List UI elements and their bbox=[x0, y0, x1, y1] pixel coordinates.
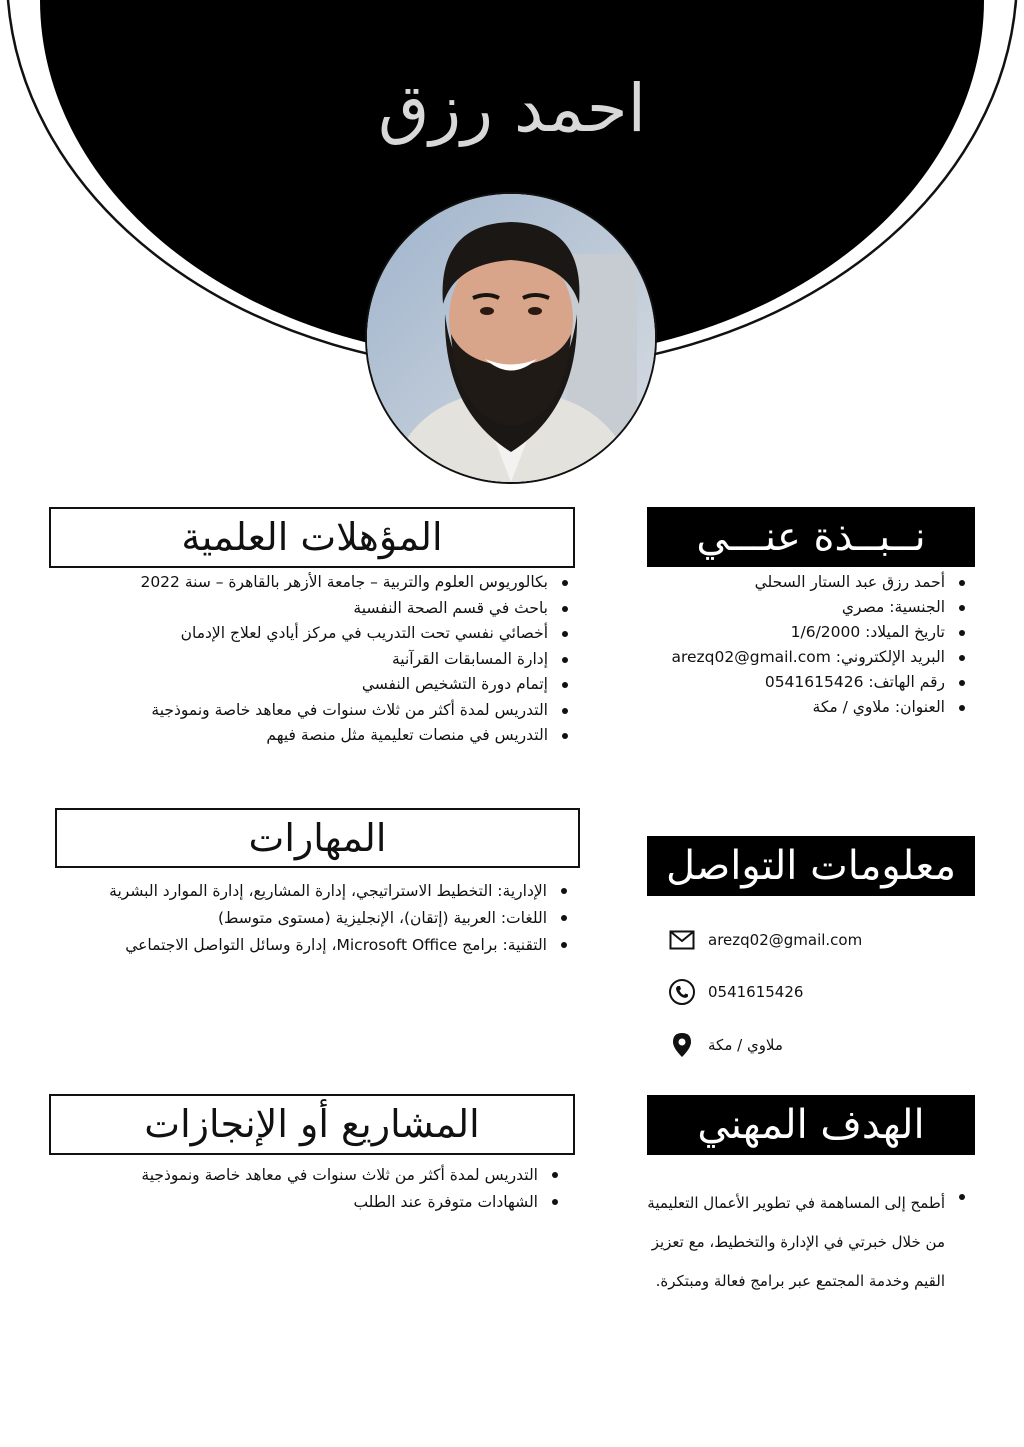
qualifications-list bbox=[49, 570, 570, 749]
list-item: اللغات: العربية (إتقان)، الإنجليزية (مستوى متوسط) bbox=[100, 905, 547, 932]
about-title: نــبــذة عنـــي bbox=[647, 507, 975, 567]
contact-email[interactable]: arezq02@gmail.com bbox=[708, 931, 863, 949]
list-item: التدريس في منصات تعليمية مثل منصة فيهم bbox=[49, 723, 548, 749]
list-item: التدريس لمدة أكثر من ثلاث سنوات في معاهد خاصة ونموذجية bbox=[49, 698, 548, 724]
list-item: الشهادات متوفرة عند الطلب bbox=[100, 1189, 538, 1216]
contact-email-row bbox=[668, 926, 862, 954]
list-item: أحمد رزق عبد الستار السحلي bbox=[640, 570, 945, 595]
projects-title: المشاريع أو الإنجازات bbox=[49, 1094, 575, 1155]
list-item: تاريخ الميلاد: 1/6/2000 bbox=[640, 620, 945, 645]
envelope-icon bbox=[668, 926, 696, 954]
list-item: باحث في قسم الصحة النفسية bbox=[49, 596, 548, 622]
list-item: التقنية: برامج Microsoft Office، إدارة وسائل التواصل الاجتماعي bbox=[100, 932, 547, 959]
candidate-name: احمد رزق bbox=[378, 70, 646, 147]
profile-photo bbox=[365, 192, 657, 484]
career-goal-list bbox=[640, 1184, 967, 1301]
list-item: التدريس لمدة أكثر من ثلاث سنوات في معاهد خاصة ونموذجية bbox=[100, 1162, 538, 1189]
list-item: البريد الإلكتروني: arezq02@gmail.com bbox=[640, 645, 945, 670]
about-list bbox=[640, 570, 967, 720]
qualifications-title: المؤهلات العلمية bbox=[49, 507, 575, 568]
contact-title: معلومات التواصل bbox=[647, 836, 975, 896]
career-goal-title: الهدف المهني bbox=[647, 1095, 975, 1155]
location-pin-icon bbox=[668, 1031, 696, 1059]
list-item: إتمام دورة التشخيص النفسي bbox=[49, 672, 548, 698]
skills-list bbox=[100, 878, 569, 959]
list-item: رقم الهاتف: 0541615426 bbox=[640, 670, 945, 695]
contact-address: ملاوي / مكة bbox=[708, 1036, 783, 1054]
projects-list bbox=[100, 1162, 560, 1216]
list-item: أخصائي نفسي تحت التدريب في مركز أيادي لعلاج الإدمان bbox=[49, 621, 548, 647]
list-item: الجنسية: مصري bbox=[640, 595, 945, 620]
contact-phone[interactable]: 0541615426 bbox=[708, 983, 804, 1001]
skills-title: المهارات bbox=[55, 808, 580, 868]
contact-address-row bbox=[668, 1031, 783, 1059]
phone-icon bbox=[668, 978, 696, 1006]
contact-phone-row bbox=[668, 978, 803, 1006]
list-item: إدارة المسابقات القرآنية bbox=[49, 647, 548, 673]
list-item: الإدارية: التخطيط الاستراتيجي، إدارة المشاريع، إدارة الموارد البشرية bbox=[100, 878, 547, 905]
list-item: العنوان: ملاوي / مكة bbox=[640, 695, 945, 720]
career-goal-text: أطمح إلى المساهمة في تطوير الأعمال التعليمية من خلال خبرتي في الإدارة والتخطيط، مع تعزيز القيم وخدمة المجتمع عبر برامج فعالة ومبتكرة. bbox=[640, 1184, 945, 1301]
list-item: بكالوريوس العلوم والتربية – جامعة الأزهر بالقاهرة – سنة 2022 bbox=[49, 570, 548, 596]
